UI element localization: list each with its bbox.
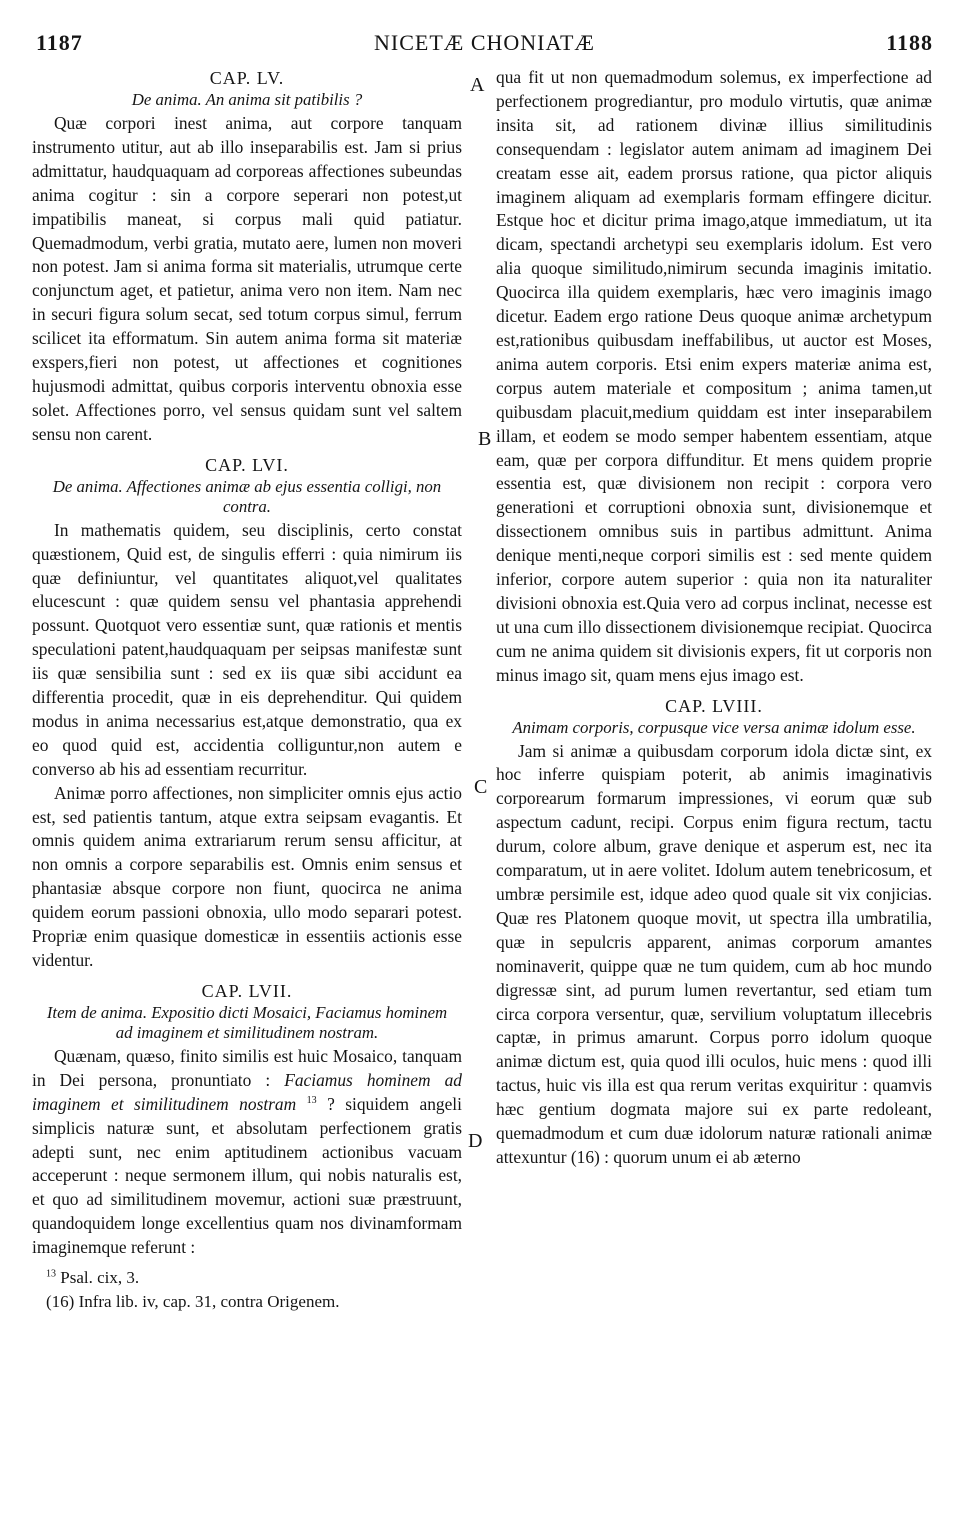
chapter-title-57: Item de anima. Expositio dicti Mosaici, Faciamus hominem ad imaginem et similitudinem nostram.	[46, 1002, 448, 1042]
footnote-ref-13: 13	[306, 1094, 317, 1106]
page-header	[36, 30, 933, 60]
footnote-mark: 13	[46, 1268, 56, 1280]
footnotes	[32, 1266, 462, 1314]
right-column	[496, 66, 932, 1170]
page-number-right: 1188	[886, 30, 933, 55]
chapter-57-text-b: ? siquidem angeli simplicis naturæ sunt, et absolutam perfectionem gratis adepti sunt, nec enim aptitudinem actionibus vacuam acceperunt : neque sermonem illum, qui nobis naturalis est, et quo ad similitudinem movemur, actioni suæ præstruunt, quandoquidem longe excellentius quam nos divinamformam imaginemque referunt :	[32, 1093, 462, 1258]
footnote-text: (16) Infra lib. iv, cap. 31, contra Origenem.	[46, 1292, 340, 1312]
chapter-title-56: De anima. Affectiones animæ ab ejus essentia colligi, non contra.	[52, 476, 442, 516]
running-title: NICETÆ CHONIATÆ	[374, 30, 595, 55]
chapter-heading-55: CAP. LV.	[209, 68, 285, 88]
margin-marker-d: D	[468, 1130, 483, 1152]
chapter-57-continuation: qua fit ut non quemadmodum solemus, ex imperfectione ad perfectionem progrediantur, pro modulo virtutis, quæ animæ insita sit, ad rationem divinæ illius similitudinis consequendam : legislator autem animam ad imaginem Dei creatam esse ait, eadem prorsus ratione, qua pictor aliquis imaginem aliquam ad exemplaris formam effingere dicitur. Estque hoc et dicitur prima imago,atque immediatum, ut ita dicam, spectandi archetypi seu exemplaris idolum. Est vero alia quoque similitudo,nimirum secunda imaginis imitatio. Quocirca illa quidem exemplaris, hæc vero imaginis imago dicetur. Eadem ergo ratione Deus quoque animæ archetypum est,rationibus quibusdam ineffabilibus, ut auctor est Moses, anima autem corporis. Etsi enim expers materiæ anima est, corpus autem materiale et compositum ; anima tamen,ut quibusdam placuit,medium quiddam est inter inseparabilem illam, et eodem se modo semper habentem essentiam, atque eam, quæ per corpora diffunditur. Et mens quidem proprie essentia est, quæ divisionem non recipit : corpora vero generationi et corruptioni obnoxia sunt, divisionemque et dissectionem omnibus suis in partibus admittunt. Anima denique menti,neque corpori similis est : sed mente quidem inferior, corpore autem superior : quia non ita naturaliter divisioni obnoxia est.Quia vero ad corpus inclinat, necesse est ut una cum illo dissectionem divisionemque recipiat. Quocirca cum ne anima quidem sit divisionis expers, fit ut corporis non minus imago sit, quam mens ejus imago est.	[496, 67, 932, 685]
left-column	[32, 66, 462, 1314]
chapter-57-text	[32, 1045, 462, 1260]
chapter-title-58: Animam corporis, corpusque vice versa animæ idolum esse.	[512, 717, 916, 737]
footnote-13	[32, 1266, 462, 1290]
margin-marker-a: A	[470, 74, 485, 96]
page-number-left: 1187	[36, 30, 83, 55]
chapter-56-paragraph-2: Animæ porro affectiones, non simpliciter omnis ejus actio est, sed patientis tantum, atque extra seipsam evagantis. Et omnis quidem anima extrariarum rerum sensu afficitur, at non omnis a corpore separabilis est. Omnis enim sensus et phantasiæ absque corpore non fiunt, quocirca ne anima quidem eorum passioni obnoxia, ullo modo separari potest. Propriæ enim quasique domesticæ in essentiis actionis esse videntur.	[32, 782, 462, 970]
footnote-text: Psal. cix, 3.	[60, 1268, 140, 1288]
chapter-55-text: Quæ corpori inest anima, aut corpore tanquam instrumento utitur, aut ab illo inseparabilis est. Jam si prius admittatur, haudquaquam ad corporeas affectiones subeundas anima cogitur : sin a corpore seperari non potest,ut impatibilis maneat, si corpus mali quid patiatur. Quemadmodum, verbi gratia, mutato aere, lumen non moveri non potest. Jam si anima forma sit materialis, utrumque certe conjunctum aget, et patietur, anima vero non item. Nam nec in securi figura solum secat, sed totum corpus simul, ferrum scilicet ita efformatum. Sin autem anima forma sit materiæ exspers,fieri non potest, ut affectiones et cognitiones hujusmodi admittat, quibus corporis interventu obnoxia esse solet. Affectiones porro, vel sensus quidam sunt vel saltem sensu non carent.	[32, 113, 462, 444]
chapter-heading-58: CAP. LVIII.	[665, 695, 763, 716]
margin-marker-c: C	[474, 776, 488, 798]
footnote-16	[32, 1290, 462, 1314]
chapter-56-paragraph-1: In mathematis quidem, seu disciplinis, certo constat quæstionem, Quid est, de singulis efferri : quia nimirum iis quæ definiuntur, vel quantitates aliquot,vel qualitates elucescunt : quæ quidem sensu vel phantasia apprehendi possunt. Quotquot vero essentiæ sunt, quæ rationis et mentis speculationi patent,haudquaquam per seipsas manifestæ sunt iis quæ sensibilia sunt : sed ex iis quæ sibi accidunt ea differentia procedit, quæ in eis deprehenditur. Qui quidem modus in anima necessarius est,atque demonstratio, qua ex eo quod quid est, accidentia colliguntur,non autem e converso ab his ad essentiam recurritur.	[32, 519, 462, 779]
biblical-quote: Faciamus hominem ad imaginem et similitudinem nostram	[32, 1069, 462, 1114]
chapter-heading-56: CAP. LVI.	[205, 454, 289, 475]
margin-marker-b: B	[478, 428, 492, 450]
chapter-58-text: Jam si animæ a quibusdam corporum idola dictæ sint, ex hoc inferre quispiam poterit, ab animis imaginativis corporearum formarum impressiones, vi eorum quæ sub aspectum cadunt, recipi. Corpus enim figura rectum, tactu durum, colore album, grave denique et asperum est, nec ita comparatum, ut in aere volitet. Idolum autem tenebricosum, et umbræ persimile est, idque adeo quod quale sit vix conjicias. Quæ res Platonem quoque movit, ut spectra illa umbratilia, quæ in sepulcris apparent, animas corporum amantes nominaverit, quippe quæ ne tum quidem, cum ab hoc mundo digressæ sint, ad purum lumen revertantur, sed etiam tum circa corpora versentur, quæ, servilium voluptatum illecebris captæ, in primus amarunt. Corpus porro idolum quoque animæ dictum est, quia quod illi oculos, huic mens : quod illi tactus, huic vis illa est qua rerum veritas exquiritur : quamvis hæc gentium dogmata majore sui ex parte redoleant, quemadmodum et cum duæ idolorum naturæ rationali animæ attexuntur (16) : quorum unum ei ab æterno	[496, 740, 932, 1167]
chapter-57-text-a: Quænam, quæso, finito similis est huic Mosaico, tanquam in Dei persona, pronuntiato :	[32, 1045, 462, 1090]
chapter-title-55: De anima. An anima sit patibilis ?	[131, 90, 363, 109]
chapter-heading-57: CAP. LVII.	[201, 980, 293, 1001]
